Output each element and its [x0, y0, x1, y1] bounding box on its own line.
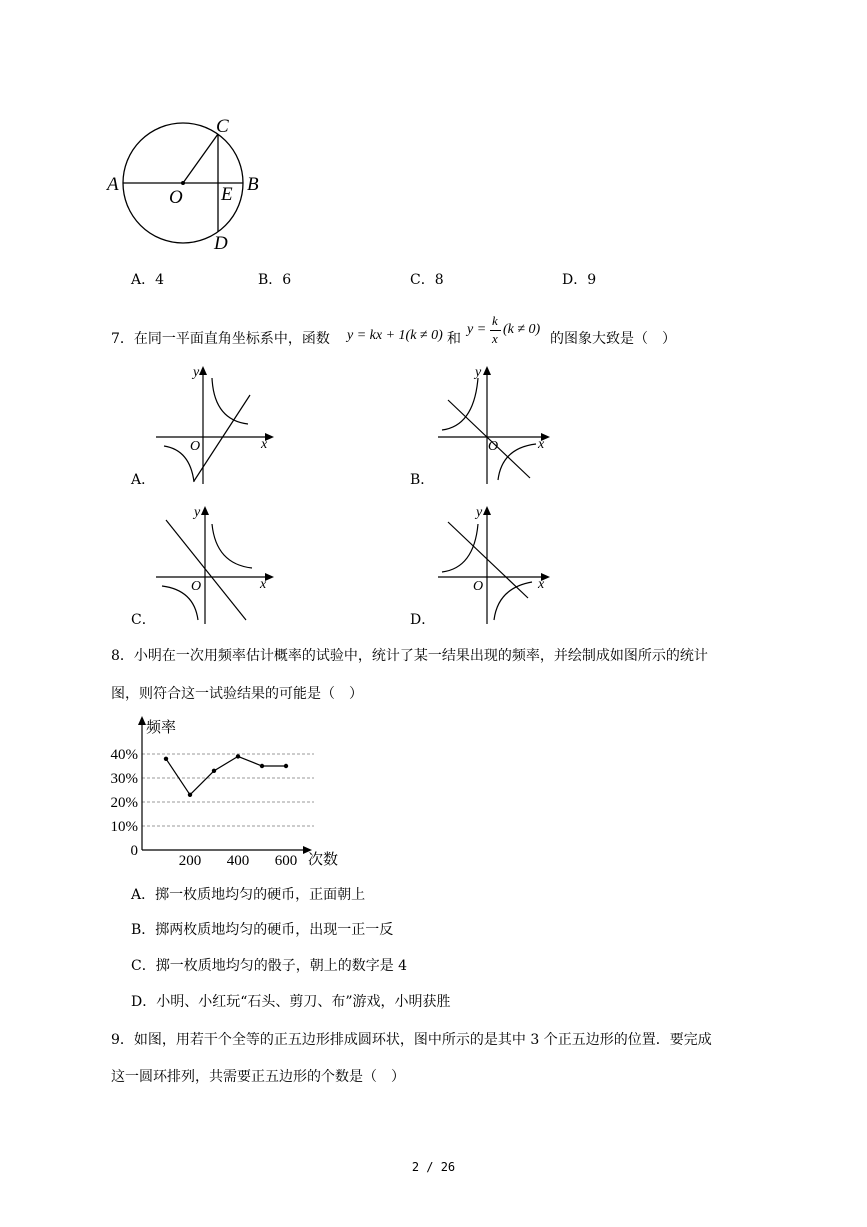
- q8-line2: 图，则符合这一试验结果的可能是（ ）: [111, 686, 363, 702]
- q9-line1: 9．如图，用若干个全等的正五边形排成圆环状，图中所示的是其中 3 个正五边形的位置．要完成: [111, 1032, 712, 1048]
- frequency-chart: [100, 712, 360, 872]
- svg-text:x: x: [538, 577, 545, 592]
- q6-option-c: C．8: [410, 272, 444, 288]
- q7-number: 7．: [111, 331, 134, 347]
- svg-text:O: O: [191, 579, 202, 594]
- q7-func1: y = kx + 1(k ≠ 0): [347, 328, 443, 343]
- svg-text:O: O: [473, 579, 484, 594]
- q6-option-d: D．9: [562, 272, 597, 288]
- label-a: A: [107, 174, 119, 195]
- hyperbola-q1: [212, 378, 248, 424]
- q7-text-mid: 和: [447, 331, 461, 347]
- label-d: D: [214, 233, 228, 254]
- q7-option-b: B．: [410, 472, 435, 488]
- data-point: [284, 764, 288, 768]
- chart-grid: [142, 754, 314, 826]
- data-point: [260, 764, 264, 768]
- line-graph: [448, 522, 528, 598]
- series-points: [164, 754, 288, 797]
- y-tick-label: 30%: [110, 771, 138, 787]
- hyperbola-q2: [442, 378, 478, 430]
- series-line: [166, 756, 286, 794]
- svg-text:x: x: [261, 437, 268, 452]
- y-tick-label: 10%: [110, 819, 138, 835]
- y-tick-label: 20%: [110, 795, 138, 811]
- q6-option-a: A．4: [131, 272, 165, 288]
- q7-option-a: A．: [131, 472, 156, 488]
- x-axis-label: 次数: [308, 852, 339, 868]
- hyperbola-q4: [494, 582, 532, 620]
- q7-stem: [111, 329, 330, 349]
- center-dot: [181, 181, 185, 185]
- label-b: B: [247, 174, 259, 195]
- radius-oc: [183, 134, 218, 183]
- svg-text:y: y: [476, 505, 483, 520]
- x-tick-label: 600: [274, 853, 298, 869]
- q7-option-d: D．: [410, 612, 436, 628]
- q7-func2-num: k: [492, 313, 498, 328]
- data-point: [212, 769, 216, 773]
- y-axis-arrow: [138, 716, 146, 725]
- q8-option-b: B．掷两枚质地均匀的硬币，出现一正一反: [131, 922, 394, 938]
- q8-option-a: A．掷一枚质地均匀的硬币，正面朝上: [131, 887, 366, 903]
- graph-a: [150, 362, 280, 487]
- q7-func2-den: x: [492, 331, 498, 346]
- y-tick-label: 0: [130, 843, 138, 859]
- svg-text:O: O: [190, 439, 201, 454]
- data-point: [236, 754, 240, 758]
- graph-d: [432, 502, 562, 627]
- hyperbola-q4: [498, 444, 536, 480]
- y-tick-label: 40%: [110, 747, 138, 763]
- q6-option-b: B．6: [258, 272, 292, 288]
- data-point: [188, 793, 192, 797]
- svg-text:x: x: [538, 437, 545, 452]
- q8-option-c: C．掷一枚质地均匀的骰子，朝上的数字是 4: [131, 958, 408, 974]
- x-tick-labels: [179, 853, 298, 869]
- q7-func2-lhs: y =: [467, 322, 487, 337]
- graph-c: [150, 502, 280, 627]
- q7-text-before: 在同一平面直角坐标系中，函数: [133, 331, 330, 347]
- label-c: C: [216, 116, 229, 137]
- x-tick-label: 200: [178, 853, 202, 869]
- q9-line2: 这一圆环排列，共需要正五边形的个数是（ ）: [111, 1069, 405, 1085]
- label-e: E: [221, 184, 233, 205]
- svg-text:y: y: [194, 505, 201, 520]
- svg-text:O: O: [488, 439, 499, 454]
- hyperbola-q2: [442, 524, 478, 572]
- y-tick-labels: [111, 747, 139, 859]
- page-number: 2 / 26: [411, 1160, 456, 1174]
- q7-text-after: 的图象大致是（ ）: [550, 331, 676, 347]
- q8-line1: 8．小明在一次用频率估计概率的试验中，统计了某一结果出现的频率，并绘制成如图所示的统计: [111, 648, 708, 664]
- line-graph: [194, 395, 250, 481]
- y-axis-label: 频率: [146, 720, 177, 736]
- svg-text:x: x: [260, 577, 267, 592]
- label-o: O: [169, 187, 183, 208]
- x-tick-label: 400: [226, 853, 250, 869]
- q7-option-c: C．: [131, 612, 156, 628]
- q8-option-d: D．小明、小红玩“石头、剪刀、布”游戏，小明获胜: [131, 994, 451, 1010]
- line-graph: [166, 520, 246, 620]
- graph-b: [432, 362, 562, 487]
- svg-text:y: y: [475, 365, 482, 380]
- svg-text:y: y: [193, 365, 200, 380]
- q7-func2-cond: (k ≠ 0): [503, 322, 541, 337]
- circle-figure: [100, 110, 280, 260]
- hyperbola-q1: [212, 524, 252, 568]
- y-arrow: [199, 366, 207, 375]
- data-point: [164, 757, 168, 761]
